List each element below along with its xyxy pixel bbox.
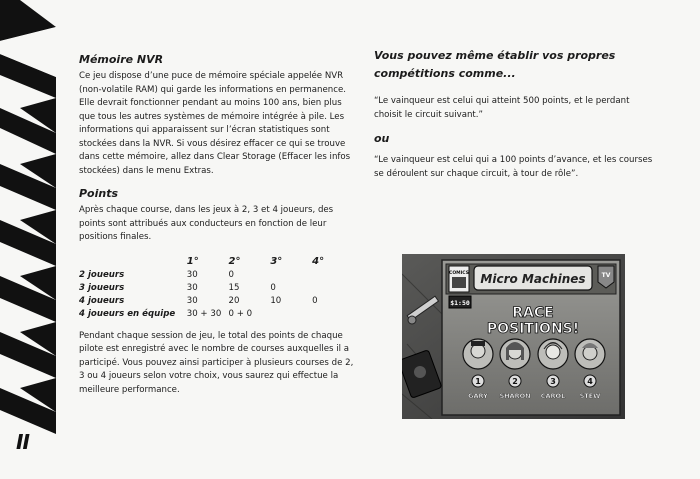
racer-name: SHARON bbox=[499, 392, 531, 400]
row-label: 2 joueurs bbox=[79, 270, 125, 280]
position-label: 4 bbox=[587, 377, 593, 386]
row-label: 3 joueurs bbox=[79, 283, 125, 293]
table-cell: 30 bbox=[186, 283, 198, 293]
table-cell: 0 + 0 bbox=[228, 309, 253, 319]
quote-first: “Le vainqueur est celui qui atteint 500 points, et le perdant choisit le circuit suivant.” bbox=[374, 96, 630, 120]
row-label: 4 joueurs bbox=[79, 296, 125, 306]
points-heading: Points bbox=[79, 187, 119, 200]
nvr-heading: Mémoire NVR bbox=[79, 53, 164, 66]
race-positions-screenshot bbox=[402, 254, 625, 419]
positions-title: POSITIONS! bbox=[486, 321, 580, 337]
table-cell: 30 bbox=[186, 270, 198, 280]
table-cell: 30 bbox=[186, 296, 198, 306]
quote-second: “Le vainqueur est celui qui a 100 points d’avance, et les courses se déroulent sur chaque circuit, à tour de rôle”. bbox=[374, 155, 653, 179]
table-row bbox=[79, 282, 354, 295]
racer-name: GARY bbox=[468, 392, 488, 400]
comics-badge bbox=[449, 266, 469, 292]
table-header: 3° bbox=[270, 256, 283, 267]
table-cell: 0 bbox=[312, 296, 318, 306]
table-cell: 0 bbox=[270, 283, 276, 293]
position-label: 3 bbox=[550, 377, 556, 386]
micro-machines-logo: Micro Machines bbox=[480, 272, 586, 286]
points-table bbox=[79, 255, 354, 321]
table-cell: 10 bbox=[270, 296, 282, 306]
table-cell bbox=[312, 269, 354, 282]
competition-heading: Vous pouvez même établir vos propres compétitions comme... bbox=[374, 49, 616, 80]
table-header: 4° bbox=[312, 256, 325, 267]
table-cell bbox=[270, 269, 312, 282]
left-column bbox=[79, 53, 354, 397]
chevron-border bbox=[0, 0, 56, 479]
table-row bbox=[79, 308, 354, 321]
table-cell: 30 + 30 bbox=[186, 309, 222, 319]
table-header-row bbox=[79, 255, 354, 269]
racer-name: STEW bbox=[579, 392, 601, 400]
right-column bbox=[374, 47, 656, 181]
row-label: 4 joueurs en équipe bbox=[79, 309, 176, 319]
table-cell bbox=[312, 282, 354, 295]
comics-text: COMICS bbox=[449, 271, 469, 276]
table-header: 2° bbox=[228, 256, 241, 267]
position-label: 1 bbox=[475, 377, 481, 386]
table-cell: 0 bbox=[228, 270, 235, 280]
table-cell bbox=[270, 308, 312, 321]
position-label: 2 bbox=[512, 377, 518, 386]
or-label: ou bbox=[374, 132, 390, 145]
racer-name: CAROL bbox=[540, 392, 566, 400]
table-row bbox=[79, 269, 354, 282]
svg-text:TV: TV bbox=[601, 272, 611, 279]
table-row bbox=[79, 295, 354, 308]
points-paragraph: Après chaque course, dans les jeux à 2, 3 et 4 joueurs, des points sont attribués aux conducteurs en fonction de leur positions finales. bbox=[79, 205, 334, 242]
timer-display: $1:50 bbox=[450, 299, 470, 307]
table-cell: 15 bbox=[228, 283, 240, 293]
page-number: II bbox=[16, 430, 29, 454]
table-cell: 20 bbox=[228, 296, 240, 306]
race-title: RACE bbox=[512, 305, 554, 321]
table-cell bbox=[312, 308, 354, 321]
nvr-paragraph: Ce jeu dispose d’une puce de mémoire spéciale appelée NVR (non-volatile RAM) qui garde les informations en permanence. Elle devrait fonctionner pendant au moins 100 ans, bien plus que tous les autres systèmes de mémoire intégrée à pile. Les informations qui apparaissent sur l’écran statistiques sont stockées dans la NVR. Si vous désirez effacer ce qui se trouve dans cette mémoire, allez dans Clear Storage (Effacer les infos stockées) dans le menu Extras. bbox=[79, 71, 351, 176]
table-header: 1° bbox=[186, 256, 199, 267]
session-paragraph: Pendant chaque session de jeu, le total des points de chaque pilote est enregistré avec le nombre de courses auxquelles il a participé. Vous pouvez ainsi participer à plusieurs courses de 2, 3 ou 4 joueurs selon votre choix, vous saurez qui effectue la meilleure performance. bbox=[79, 330, 354, 395]
